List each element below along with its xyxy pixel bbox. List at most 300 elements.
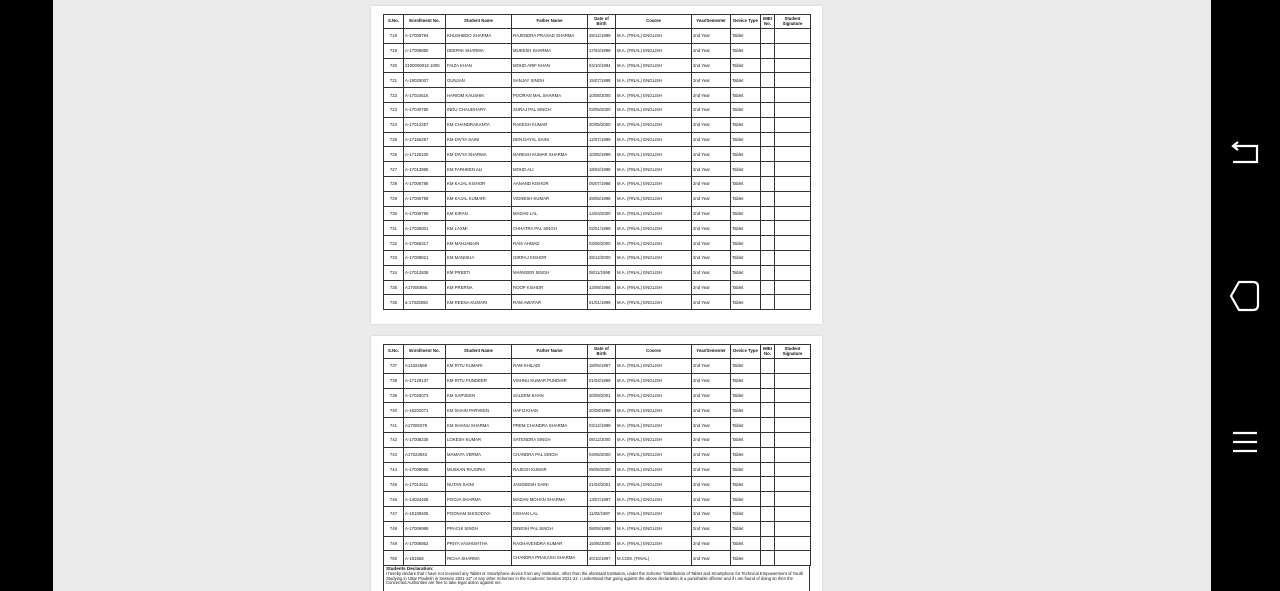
table-cell: 2nd Year bbox=[692, 176, 731, 191]
table-cell: 730 bbox=[384, 206, 404, 221]
table-cell: MUKESH SHARMA bbox=[512, 43, 588, 58]
table-cell: 08/12/2000 bbox=[588, 432, 616, 447]
table-cell: A-17129137 bbox=[404, 373, 446, 388]
table-cell: 21/04/2001 bbox=[588, 477, 616, 492]
table-cell: A-17006999 bbox=[404, 521, 446, 536]
document-page-1 bbox=[371, 6, 822, 324]
table-cell: Tablet bbox=[731, 373, 761, 388]
table-cell bbox=[775, 418, 811, 433]
table-cell: Tablet bbox=[731, 551, 761, 566]
table-cell: KM CHANDRAKANTA bbox=[446, 117, 512, 132]
table-cell: 14/04/2000 bbox=[588, 206, 616, 221]
table-cell: M.A. (FINAL) ENGLISH bbox=[616, 477, 692, 492]
table-cell: 2nd Year bbox=[692, 506, 731, 521]
left-black-strip bbox=[0, 0, 53, 591]
table-cell bbox=[775, 29, 811, 44]
table-cell: 2nd Year bbox=[692, 403, 731, 418]
home-icon[interactable] bbox=[1225, 276, 1265, 316]
navigation-bar bbox=[1211, 0, 1280, 591]
table-cell: AANAND KISHOR bbox=[512, 176, 588, 191]
table-cell: 2nd Year bbox=[692, 521, 731, 536]
table-cell: A-17013985 bbox=[404, 162, 446, 177]
table-cell bbox=[761, 117, 775, 132]
table-cell: 750 bbox=[384, 551, 404, 566]
table-cell: CHANDRA PAL SINGH bbox=[512, 447, 588, 462]
table-cell: 724 bbox=[384, 117, 404, 132]
table-cell: RAKESH KUMAR bbox=[512, 117, 588, 132]
table-cell bbox=[775, 147, 811, 162]
table-cell: GIRRAJ KISHOR bbox=[512, 250, 588, 265]
table-cell: Tablet bbox=[731, 295, 761, 310]
table-cell: CHANDRA PRAKASH SHARMA bbox=[512, 551, 588, 566]
table-cell: GUNJAN bbox=[446, 73, 512, 88]
table-cell: MADAN LAL bbox=[512, 206, 588, 221]
table-cell: Tablet bbox=[731, 418, 761, 433]
table-cell: 723 bbox=[384, 102, 404, 117]
table-cell: 03/05/2000 bbox=[588, 102, 616, 117]
table-cell: KM SHANU SHARMA bbox=[446, 418, 512, 433]
table-cell: A-17006794 bbox=[404, 29, 446, 44]
table-row bbox=[384, 492, 811, 507]
table-cell: 742 bbox=[384, 432, 404, 447]
table-cell: 726 bbox=[384, 147, 404, 162]
table-row bbox=[384, 236, 811, 251]
table-cell: 741 bbox=[384, 418, 404, 433]
declaration-text: I hereby declare that I have not received any Tablet or Smartphone device from any institution, other than the aforesaid Institution, under the Scheme "Distribution of Tablet and Smartphone for Technical Empowerment of Youth Studying in Uttar Pradesh in Session 2021-22" or any other Schemes in the Academic Session 2021-22. I understand that going against the above declaration is a punishable offense and if I am found of doing so then the Concerned Authorities are free to take legal action against me. bbox=[386, 570, 804, 586]
table-cell: A-17012611 bbox=[404, 477, 446, 492]
table-cell: 2nd Year bbox=[692, 58, 731, 73]
table-cell: RICHA SHARMA bbox=[446, 551, 512, 566]
table-row bbox=[384, 521, 811, 536]
table-cell: 740 bbox=[384, 403, 404, 418]
table-cell: A-17006862 bbox=[404, 536, 446, 551]
table-row bbox=[384, 176, 811, 191]
table-cell: FAIZA KHAN bbox=[446, 58, 512, 73]
table-cell: DEN DAYAL SAINI bbox=[512, 132, 588, 147]
column-header: Student Signature bbox=[775, 15, 811, 29]
table-cell bbox=[775, 191, 811, 206]
table-cell: 2nd Year bbox=[692, 447, 731, 462]
table-cell bbox=[775, 373, 811, 388]
table-cell: M.A. (FINAL) ENGLISH bbox=[616, 359, 692, 374]
table-row bbox=[384, 432, 811, 447]
table-cell: 13/07/1997 bbox=[588, 492, 616, 507]
column-header: S.No. bbox=[384, 345, 404, 359]
table-cell: 2nd Year bbox=[692, 418, 731, 433]
table-cell: 743 bbox=[384, 447, 404, 462]
table-cell: 720 bbox=[384, 58, 404, 73]
table-cell: 10/05/1999 bbox=[588, 147, 616, 162]
table-cell: Tablet bbox=[731, 58, 761, 73]
table-cell: M.A. (FINAL) ENGLISH bbox=[616, 388, 692, 403]
column-header: Enrollment No. bbox=[404, 15, 446, 29]
table-cell bbox=[775, 388, 811, 403]
table-row bbox=[384, 295, 811, 310]
table-cell: A-17006799 bbox=[404, 206, 446, 221]
table-row bbox=[384, 191, 811, 206]
table-cell: DEEPAK SHARMA bbox=[446, 43, 512, 58]
table-cell bbox=[761, 477, 775, 492]
table-cell: A-17025001 bbox=[404, 221, 446, 236]
table-cell: 28/12/1999 bbox=[588, 29, 616, 44]
table-cell: M.A. (FINAL) ENGLISH bbox=[616, 418, 692, 433]
table-cell: PRIYA VASHISHTHA bbox=[446, 536, 512, 551]
table-cell bbox=[775, 265, 811, 280]
table-cell: MANVEER SINGH bbox=[512, 265, 588, 280]
column-header: Student Signature bbox=[775, 345, 811, 359]
table-cell: 731 bbox=[384, 221, 404, 236]
table-cell: 745 bbox=[384, 477, 404, 492]
table-cell bbox=[761, 88, 775, 103]
table-row bbox=[384, 29, 811, 44]
table-cell: A-181558 bbox=[404, 551, 446, 566]
column-header: Date of Birth bbox=[588, 345, 616, 359]
table-cell: M.A. (FINAL) ENGLISH bbox=[616, 506, 692, 521]
table-cell bbox=[775, 221, 811, 236]
table-row bbox=[384, 359, 811, 374]
table-cell bbox=[761, 73, 775, 88]
table-cell: Tablet bbox=[731, 221, 761, 236]
table-cell: 08/09/1999 bbox=[588, 521, 616, 536]
table-cell: A-17006880 bbox=[404, 43, 446, 58]
table-cell bbox=[761, 447, 775, 462]
column-header: Course bbox=[616, 345, 692, 359]
table-cell bbox=[761, 221, 775, 236]
table-cell: RAM AWATAR bbox=[512, 295, 588, 310]
table-cell bbox=[775, 536, 811, 551]
table-row bbox=[384, 206, 811, 221]
table-cell: M.A. (FINAL) ENGLISH bbox=[616, 176, 692, 191]
table-cell: INDU CHAUDHARY bbox=[446, 102, 512, 117]
menu-icon[interactable] bbox=[1225, 422, 1265, 462]
table-cell: 2nd Year bbox=[692, 265, 731, 280]
table-cell: 735 bbox=[384, 280, 404, 295]
table-cell: Tablet bbox=[731, 88, 761, 103]
table-cell: KHUSHBOO SHARMA bbox=[446, 29, 512, 44]
table-cell: 2nd Year bbox=[692, 132, 731, 147]
table-cell: CHHATRA PAL SINGH bbox=[512, 221, 588, 236]
table-cell bbox=[761, 176, 775, 191]
table-cell: MUSKAN RAJORIA bbox=[446, 462, 512, 477]
table-cell bbox=[775, 506, 811, 521]
table-cell bbox=[761, 359, 775, 374]
table-cell: 20/05/2000 bbox=[588, 117, 616, 132]
column-header: S.No. bbox=[384, 15, 404, 29]
table-cell bbox=[761, 295, 775, 310]
table-cell: M.A. (FINAL) ENGLISH bbox=[616, 536, 692, 551]
table-cell bbox=[761, 132, 775, 147]
table-cell: 2nd Year bbox=[692, 373, 731, 388]
table-cell: 733 bbox=[384, 250, 404, 265]
table-cell: M.A. (FINAL) ENGLISH bbox=[616, 280, 692, 295]
table-cell bbox=[761, 373, 775, 388]
table-cell: 20/10/1997 bbox=[588, 551, 616, 566]
table-cell: 2nd Year bbox=[692, 117, 731, 132]
table-cell: 738 bbox=[384, 373, 404, 388]
table-cell bbox=[775, 250, 811, 265]
table-cell bbox=[775, 447, 811, 462]
table-cell bbox=[775, 492, 811, 507]
table-row bbox=[384, 373, 811, 388]
column-header: IMEI No. bbox=[761, 15, 775, 29]
table-cell: 2nd Year bbox=[692, 280, 731, 295]
table-cell bbox=[775, 102, 811, 117]
table-cell: KM MAHJABAIN bbox=[446, 236, 512, 251]
table-cell: Tablet bbox=[731, 29, 761, 44]
table-cell bbox=[761, 506, 775, 521]
table-cell: 18/05/1997 bbox=[588, 359, 616, 374]
table-cell: A-17006789 bbox=[404, 191, 446, 206]
table-row bbox=[384, 551, 811, 566]
table-cell: PRACHI SINGH bbox=[446, 521, 512, 536]
table-cell: 2nd Year bbox=[692, 250, 731, 265]
table-cell: 2nd Year bbox=[692, 432, 731, 447]
table-cell: KISHAN LAL bbox=[512, 506, 588, 521]
column-header: Student Name bbox=[446, 15, 512, 29]
student-table-page-2 bbox=[383, 344, 811, 566]
table-cell: 749 bbox=[384, 536, 404, 551]
table-cell: 728 bbox=[384, 176, 404, 191]
table-cell: 2nd Year bbox=[692, 73, 731, 88]
table-cell: 18/04/1998 bbox=[588, 162, 616, 177]
table-cell bbox=[775, 236, 811, 251]
table-cell: M.A. (FINAL) ENGLISH bbox=[616, 206, 692, 221]
table-cell bbox=[761, 43, 775, 58]
table-cell: POONAM SHISODIYA bbox=[446, 506, 512, 521]
table-cell: M.A. (FINAL) ENGLISH bbox=[616, 265, 692, 280]
table-cell bbox=[761, 102, 775, 117]
table-cell: MOHD ALI bbox=[512, 162, 588, 177]
table-cell: Tablet bbox=[731, 477, 761, 492]
table-cell bbox=[775, 403, 811, 418]
table-cell: Tablet bbox=[731, 176, 761, 191]
table-cell: SANJAY SINGH bbox=[512, 73, 588, 88]
table-row bbox=[384, 88, 811, 103]
column-header: Father Name bbox=[512, 345, 588, 359]
column-header: Year/Semester bbox=[692, 345, 731, 359]
table-cell: M.A. (FINAL) ENGLISH bbox=[616, 43, 692, 58]
table-cell: Tablet bbox=[731, 236, 761, 251]
table-cell: M.A. (FINAL) ENGLISH bbox=[616, 432, 692, 447]
table-row bbox=[384, 506, 811, 521]
column-header: Device Type bbox=[731, 345, 761, 359]
table-cell: 08/11/1998 bbox=[588, 265, 616, 280]
table-cell: 2nd Year bbox=[692, 477, 731, 492]
table-cell: HARIOM KAUSHIK bbox=[446, 88, 512, 103]
table-cell: KM DIVYA SHARMA bbox=[446, 147, 512, 162]
table-cell: A-17008821 bbox=[404, 250, 446, 265]
table-cell bbox=[761, 162, 775, 177]
table-cell: M.A. (FINAL) ENGLISH bbox=[616, 462, 692, 477]
table-cell: KM KAJAL KISHOR bbox=[446, 176, 512, 191]
table-row bbox=[384, 58, 811, 73]
table-cell: 747 bbox=[384, 506, 404, 521]
table-cell: A14324568 bbox=[404, 359, 446, 374]
table-cell: A-18202071 bbox=[404, 403, 446, 418]
table-cell: KM KAJAL KUMARI bbox=[446, 191, 512, 206]
table-cell: A-17012257 bbox=[404, 117, 446, 132]
table-row bbox=[384, 102, 811, 117]
table-cell: 09/06/2000 bbox=[588, 462, 616, 477]
table-row bbox=[384, 43, 811, 58]
table-row bbox=[384, 221, 811, 236]
column-header: Father Name bbox=[512, 15, 588, 29]
table-cell bbox=[761, 191, 775, 206]
table-cell: ROOP KISHOR bbox=[512, 280, 588, 295]
table-cell bbox=[775, 295, 811, 310]
table-cell: 12/07/1999 bbox=[588, 132, 616, 147]
table-cell: 10/08/2000 bbox=[588, 88, 616, 103]
table-cell: SURAJ PAL SINGH bbox=[512, 102, 588, 117]
table-cell: A17023943 bbox=[404, 447, 446, 462]
table-cell: M.A. (FINAL) ENGLISH bbox=[616, 492, 692, 507]
table-cell: A-17125100 bbox=[404, 147, 446, 162]
table-cell: 2nd Year bbox=[692, 102, 731, 117]
table-cell: M.A. (FINAL) ENGLISH bbox=[616, 250, 692, 265]
table-cell: Tablet bbox=[731, 147, 761, 162]
table-cell bbox=[761, 536, 775, 551]
document-viewer[interactable] bbox=[53, 0, 1211, 591]
table-cell: M.A. (FINAL) ENGLISH bbox=[616, 373, 692, 388]
table-cell: 748 bbox=[384, 521, 404, 536]
table-cell: A17006078 bbox=[404, 418, 446, 433]
table-cell bbox=[775, 176, 811, 191]
table-cell: KM MANISHA bbox=[446, 250, 512, 265]
table-cell bbox=[761, 462, 775, 477]
table-cell: LOKESH KUMAR bbox=[446, 432, 512, 447]
table-cell: 2nd Year bbox=[692, 359, 731, 374]
table-cell bbox=[775, 280, 811, 295]
table-cell: 2nd Year bbox=[692, 162, 731, 177]
column-header: Year/Semester bbox=[692, 15, 731, 29]
table-cell: KM LAXMI bbox=[446, 221, 512, 236]
table-cell: 28/05/1998 bbox=[588, 191, 616, 206]
table-cell: Tablet bbox=[731, 506, 761, 521]
table-cell: JAGDEESH SAINI bbox=[512, 477, 588, 492]
table-cell: KM SHAIN PARVEEN bbox=[446, 403, 512, 418]
table-cell: MADAN MOHAN SHARMA bbox=[512, 492, 588, 507]
table-cell: M.A. (FINAL) ENGLISH bbox=[616, 147, 692, 162]
table-cell bbox=[775, 432, 811, 447]
table-cell: 17/04/1998 bbox=[588, 43, 616, 58]
table-cell bbox=[761, 418, 775, 433]
table-cell bbox=[775, 551, 811, 566]
table-cell: 725 bbox=[384, 132, 404, 147]
table-cell: M.A. (FINAL) ENGLISH bbox=[616, 132, 692, 147]
table-cell bbox=[761, 280, 775, 295]
table-cell: 719 bbox=[384, 43, 404, 58]
table-cell: 04/10/1994 bbox=[588, 58, 616, 73]
table-cell: Tablet bbox=[731, 132, 761, 147]
table-cell: A-17040780 bbox=[404, 102, 446, 117]
table-cell bbox=[761, 521, 775, 536]
table-cell: MAMATA VERMA bbox=[446, 447, 512, 462]
table-row bbox=[384, 536, 811, 551]
table-cell: KM FARHEEN ALI bbox=[446, 162, 512, 177]
table-cell: A-17012838 bbox=[404, 265, 446, 280]
document-page-2 bbox=[371, 336, 822, 591]
table-cell: 2nd Year bbox=[692, 88, 731, 103]
table-cell: 2nd Year bbox=[692, 29, 731, 44]
table-cell: Tablet bbox=[731, 521, 761, 536]
table-cell: M.A. (FINAL) ENGLISH bbox=[616, 88, 692, 103]
table-cell: M.A. (FINAL) ENGLISH bbox=[616, 162, 692, 177]
table-cell bbox=[775, 162, 811, 177]
table-cell: Tablet bbox=[731, 536, 761, 551]
table-cell: KM RITU PUNDEER bbox=[446, 373, 512, 388]
table-cell: VIGNESH KUMAR bbox=[512, 191, 588, 206]
table-cell: 2nd Year bbox=[692, 191, 731, 206]
table-cell: KM DIVYA SAINI bbox=[446, 132, 512, 147]
table-cell: KM SARVEEN bbox=[446, 388, 512, 403]
table-row bbox=[384, 117, 811, 132]
table-cell: KM RITU KUMARI bbox=[446, 359, 512, 374]
table-row bbox=[384, 73, 811, 88]
table-cell: A-17024516 bbox=[404, 88, 446, 103]
table-cell: M.A. (FINAL) ENGLISH bbox=[616, 447, 692, 462]
table-cell: M.A. (FINAL) ENGLISH bbox=[616, 191, 692, 206]
table-cell: 2nd Year bbox=[692, 147, 731, 162]
table-cell: 20/09/2001 bbox=[588, 388, 616, 403]
table-cell: 20/08/1998 bbox=[588, 403, 616, 418]
back-icon[interactable] bbox=[1225, 134, 1265, 174]
table-cell: 2nd Year bbox=[692, 462, 731, 477]
table-cell: POORAN MAL SHARMA bbox=[512, 88, 588, 103]
table-cell: 01/04/1999 bbox=[588, 373, 616, 388]
table-cell: Tablet bbox=[731, 162, 761, 177]
table-cell bbox=[761, 147, 775, 162]
table-cell bbox=[761, 250, 775, 265]
column-header: Student Name bbox=[446, 345, 512, 359]
table-header-row bbox=[384, 15, 811, 29]
table-cell: 28/12/2000 bbox=[588, 250, 616, 265]
table-cell: 729 bbox=[384, 191, 404, 206]
table-cell: PREM CHANDRA SHARMA bbox=[512, 418, 588, 433]
table-cell: A-17025073 bbox=[404, 388, 446, 403]
table-cell: Tablet bbox=[731, 206, 761, 221]
table-cell: M.A. (FINAL) ENGLISH bbox=[616, 403, 692, 418]
table-cell: 744 bbox=[384, 462, 404, 477]
table-cell bbox=[775, 206, 811, 221]
table-cell: 2nd Year bbox=[692, 221, 731, 236]
table-cell: Tablet bbox=[731, 73, 761, 88]
students-declaration bbox=[383, 566, 810, 591]
table-cell: 722 bbox=[384, 88, 404, 103]
table-cell: M.A. (FINAL) ENGLISH bbox=[616, 58, 692, 73]
table-cell: A-17008966 bbox=[404, 462, 446, 477]
table-cell bbox=[761, 388, 775, 403]
table-cell bbox=[761, 403, 775, 418]
table-cell: Tablet bbox=[731, 492, 761, 507]
table-cell: Tablet bbox=[731, 403, 761, 418]
table-cell: 734 bbox=[384, 265, 404, 280]
table-cell: Tablet bbox=[731, 462, 761, 477]
table-cell: a-17025050 bbox=[404, 295, 446, 310]
table-cell: RAM KHILADI bbox=[512, 359, 588, 374]
table-cell: 718 bbox=[384, 29, 404, 44]
column-header: Date of Birth bbox=[588, 15, 616, 29]
column-header: Device Type bbox=[731, 15, 761, 29]
table-cell: HAFIJ KHAN bbox=[512, 403, 588, 418]
table-row bbox=[384, 403, 811, 418]
table-cell: Tablet bbox=[731, 250, 761, 265]
table-cell: 03/12/1999 bbox=[588, 418, 616, 433]
table-row bbox=[384, 250, 811, 265]
table-cell: 736 bbox=[384, 295, 404, 310]
table-cell: 2nd Year bbox=[692, 551, 731, 566]
table-row bbox=[384, 132, 811, 147]
table-cell: M.A. (FINAL) ENGLISH bbox=[616, 521, 692, 536]
